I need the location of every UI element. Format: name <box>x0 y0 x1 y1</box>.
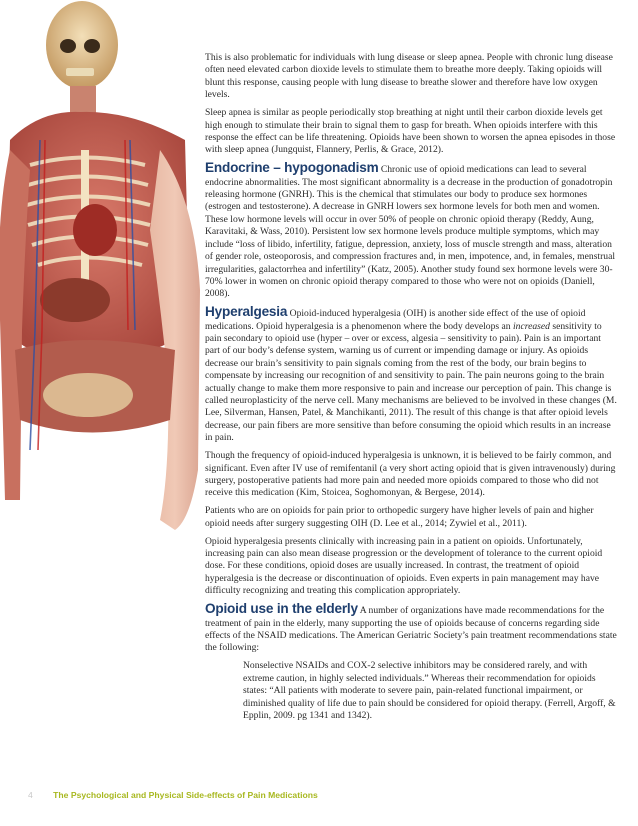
elderly-text: A number of organizations have made recommendations for the treatment of pain in the elderly, many supporting the use of opioids because of concerns regarding side effects of the NSAID medications. The American Geriatric Society’s pain treatment recommendations state the following: <box>205 605 617 654</box>
paragraph-oih-orthopedic: Patients who are on opioids for pain prior to orthopedic surgery have higher levels of pain and higher opioid needs after surgery suggesting OIH (D. Lee et al., 2014; Zywiel et al., 2011). <box>205 505 594 529</box>
section-endocrine <box>205 162 617 300</box>
heading-elderly: Opioid use in the elderly <box>205 601 358 617</box>
article-body <box>205 52 617 722</box>
page-footer <box>28 790 318 800</box>
page-number: 4 <box>28 790 33 800</box>
paragraph-oih-frequency: Though the frequency of opioid-induced hyperalgesia is unknown, it is believed to be fairly common, and significant. Even after IV use of remifentanil (a very short acting opioid that is given intravenously) during surgery, postoperative patients had more pain and needed more opioids compared to those who did not receive this medication (Kim, Stoicea, Soghomonyan, & Bergese, 2014). <box>205 450 616 499</box>
anatomy-illustration <box>0 0 210 540</box>
hyperalgesia-text-a: Opioid-induced hyperalgesia (OIH) is another side effect of the use of opioid medications. Opioid hyperalgesia is a phenomenon where the body develops an <box>205 308 586 332</box>
paragraph-oih-clinical: Opioid hyperalgesia presents clinically with increasing pain in a patient on opioids. Unfortunately, increasing pain can also mean disease progression or the development of tolerance to the current opioid dose. For these conditions, opioid doses are usually increased. In contrast, the treatment of opioid hyperalgesia is the decrease or discontinuation of opioids. Even experts in pain management may have difficulty recognizing and treating this complication appropriately. <box>205 535 603 597</box>
block-quote: Nonselective NSAIDs and COX-2 selective inhibitors may be considered rarely, and with extreme caution, in highly selected individuals.” Whereas their recommendation for opioids states: “All patients with moderate to severe pain, pain-related functional impairment, or diminished quality of life due to pain should be considered for opioid therapy. (Ferrell, Argoff, & Epplin, 2009. pg 1341 and 1342). <box>243 660 616 721</box>
footer-title: The Psychological and Physical Side-effects of Pain Medications <box>53 790 318 800</box>
heading-hyperalgesia: Hyperalgesia <box>205 304 288 320</box>
section-hyperalgesia <box>205 306 617 444</box>
heading-endocrine: Endocrine – hypogonadism <box>205 160 379 176</box>
paragraph-sleep-apnea: Sleep apnea is similar as people periodically stop breathing at night until their carbon dioxide levels get high enough to stimulate their brain to signal them to gasp for breath. When opioids interfere with this response the effect can be life threatening. Opioids have been shown to worsen the apnea episodes in those with sleep apnea (Jungquist, Flannery, Perlis, & Grace, 2012). <box>205 107 616 156</box>
paragraph-lung: This is also problematic for individuals with lung disease or sleep apnea. People with chronic lung disease often need elevated carbon dioxide levels to stimulate them to breathe more deeply. Taking opioids will blunt this response, causing people with lung disease to breathe slower and therefore have low oxygen levels. <box>205 52 613 101</box>
endocrine-text: Chronic use of opioid medications can lead to several endocrine abnormalities. The most significant abnormality is a decrease in the production of gonadotropin releasing hormone (GNRH). This is the chemical that stimulates our body to produce sex hormones (estrogen and testosterone). A decrease in GNRH lowers sex hormone levels for both men and women. These low hormone levels will occur in over 50% of people on chronic opioid therapy (Reddy, Aung, Karavitaki, & Wass, 2010). Persistent low sex hormone levels produce multiple symptoms, which may include “loss of libido, infertility, fatigue, depression, anxiety, loss of muscle strength and mass, alteration of gender role, osteoporosis, and compression fractures and, in men, impotence, and, in females, menstrual irregularities, galactorrhea and infertility” (Katz, 2005). Another study found sex hormone levels were 30-70% lower in women on chronic opioid therapy compared to those who were not on opioids (Daniell, 2008). <box>205 164 616 300</box>
section-elderly <box>205 603 617 655</box>
hyperalgesia-emphasis: increased <box>513 320 550 332</box>
hyperalgesia-text-b: sensitivity to pain secondary to opioid use (hyper – over or excess, algesia – sensitivity to pain). Pain is an important part of our body’s defense system, warning us of current or impending damage or injury. As opioids decrease our brain’s sensitivity to pain signals coming from the rest of the body, our brain begins to compensate by increasing our recognition of and sensitivity to pain. The pain neurons going to the brain actually change to make them more responsive to pain and increase our perception of pain. This change is called neuroplasticity of the nerve cell. Many mechanisms are believed to be involved in these changes (M. Lee, Silverman, Hansen, Patel, & Manchikanti, 2011). The result of this change is that after opioid levels decrease, our pain fibers are more sensitive than before consuming the opioid which results in an increase in pain. <box>205 320 617 444</box>
